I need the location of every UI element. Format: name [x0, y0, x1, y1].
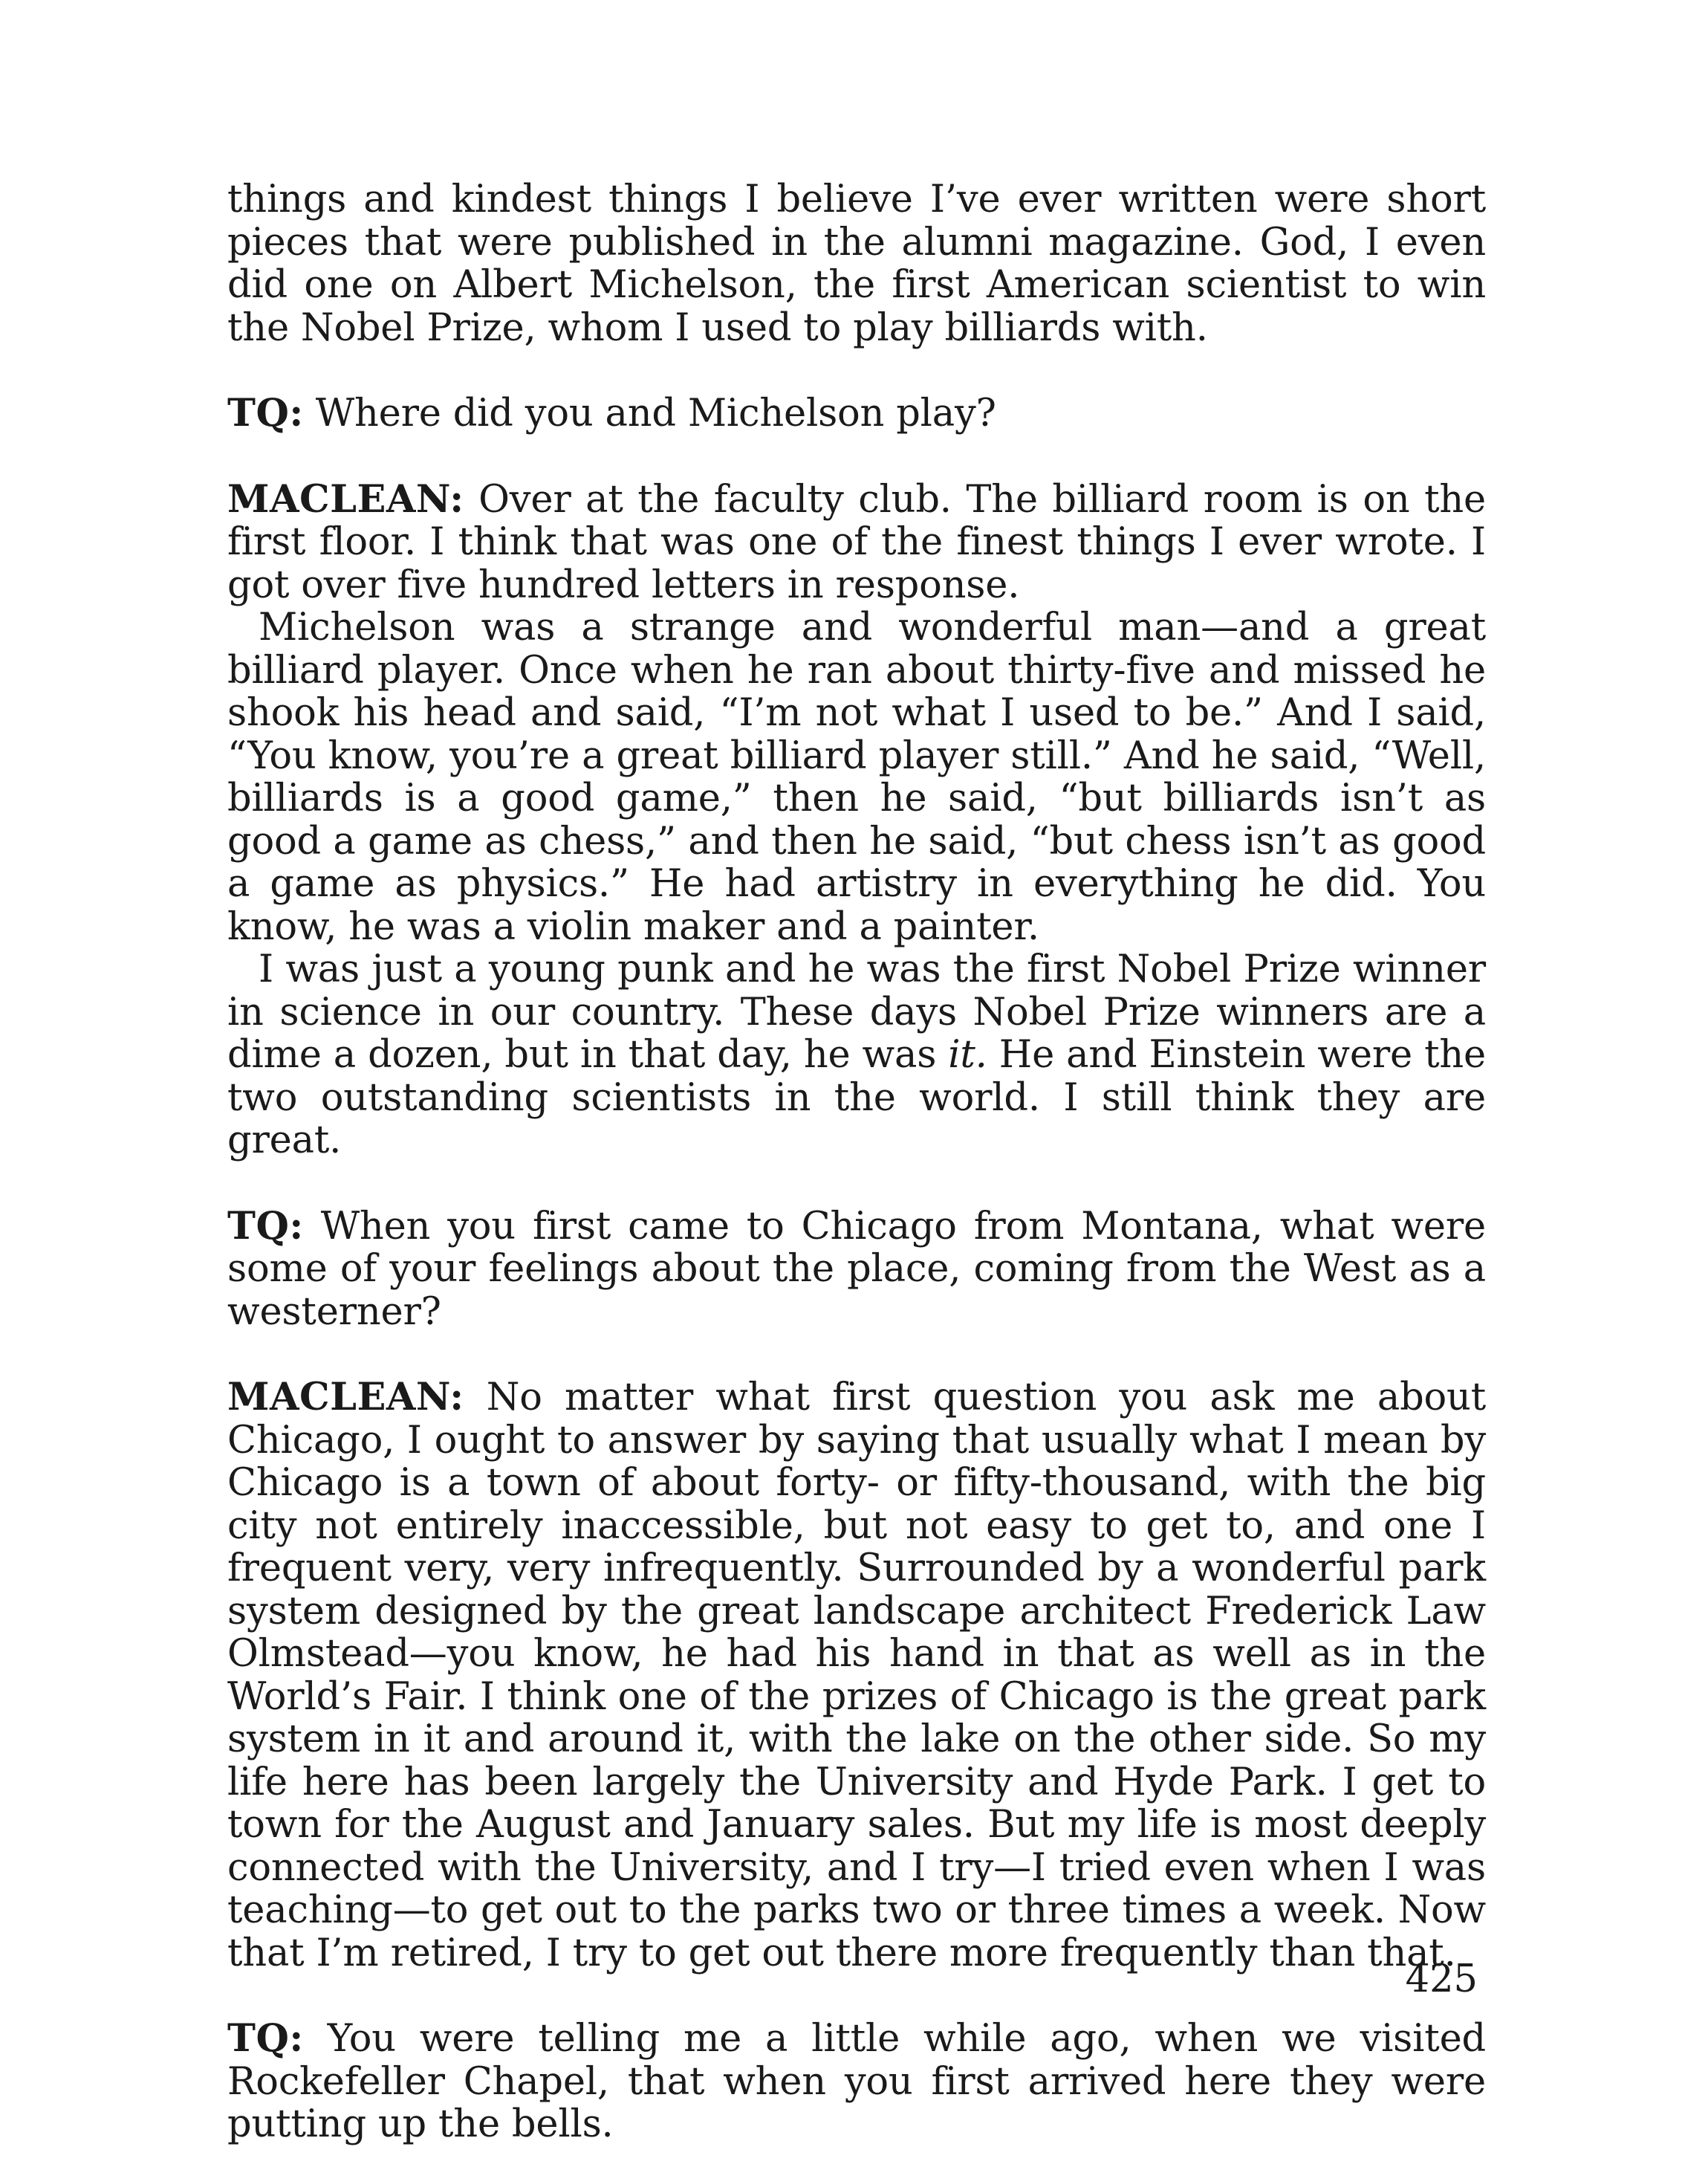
paragraph-text: When you first came to Chicago from Montana, what were some of your feelings about the place, coming from the West as a westerner? [227, 1204, 1486, 1334]
paragraph-text: Over at the faculty club. The billiard room is on the first floor. I think that was one of the finest things I ever wrote. I got over five hundred letters in response. [227, 477, 1486, 607]
paragraph-text: He and Einstein were the two outstanding scientists in the world. I still think they are great. [227, 1033, 1486, 1162]
question-paragraph [227, 392, 1486, 435]
speaker-label-tq: TQ: [227, 1203, 304, 1248]
paragraph-continuation [227, 178, 1486, 349]
indented-paragraph [227, 606, 1486, 948]
paragraph-text: No matter what first question you ask me about Chicago, I ought to answer by saying that usually what I mean by Chicago is a town of about forty- or fifty-thousand, with the big city not entirely inaccessible, but not easy to get to, and one I frequent very, very infrequently. Surrounded by a wonderful park system designed by the great landscape architect Frederick Law Olmstead—you know, he had his hand in that as well as in the World’s Fair. I think one of the prizes of Chicago is the great park system in it and around it, with the lake on the other side. So my life here has been largely the University and Hyde Park. I get to town for the August and January sales. But my life is most deeply connected with the University, and I try—I tried even when I was teaching—to get out to the parks two or three times a week. Now that I’m retired, I try to get out there more frequently than that. [227, 1376, 1486, 1975]
page-number: 425 [1405, 1957, 1478, 2001]
question-paragraph [227, 1205, 1486, 1334]
speaker-label-maclean: MACLEAN: [227, 476, 464, 522]
page-body [227, 178, 1486, 2146]
paragraph-text: Michelson was a strange and wonderful man—and a great billiard player. Once when he ran about thirty-five and missed he shook his head and said, “I’m not what I used to be.” And I said, “You know, you’re a great billiard player still.” And he said, “Well, billiards is a good game,” then he said, “but billiards isn’t as good a game as chess,” and then he said, “but chess isn’t as good a game as physics.” He had artistry in everything he did. You know, he was a violin maker and a painter. [227, 606, 1486, 949]
italic-word: it. [948, 1033, 987, 1077]
paragraph-text: You were telling me a little while ago, when we visited Rockefeller Chapel, that when you first arrived here they were putting up the bells. [227, 2017, 1486, 2146]
indented-paragraph [227, 948, 1486, 1162]
paragraph-text: things and kindest things I believe I’ve ever written were short pieces that were published in the alumni magazine. God, I even did one on Albert Michelson, the first American scientist to win the Nobel Prize, whom I used to play billiards with. [227, 178, 1486, 350]
paragraph-text: Where did you and Michelson play? [315, 392, 996, 435]
answer-paragraph [227, 1376, 1486, 1975]
speaker-label-tq: TQ: [227, 2016, 304, 2061]
paragraph-text: I was just a young punk and he was the first Nobel Prize winner in science in our country. These days Nobel Prize winners are a dime a dozen, but in that day, he was [227, 948, 1486, 1077]
answer-paragraph [227, 476, 1486, 607]
speaker-label-maclean: MACLEAN: [227, 1375, 464, 1419]
speaker-label-tq: TQ: [227, 391, 304, 435]
question-paragraph [227, 2018, 1486, 2146]
